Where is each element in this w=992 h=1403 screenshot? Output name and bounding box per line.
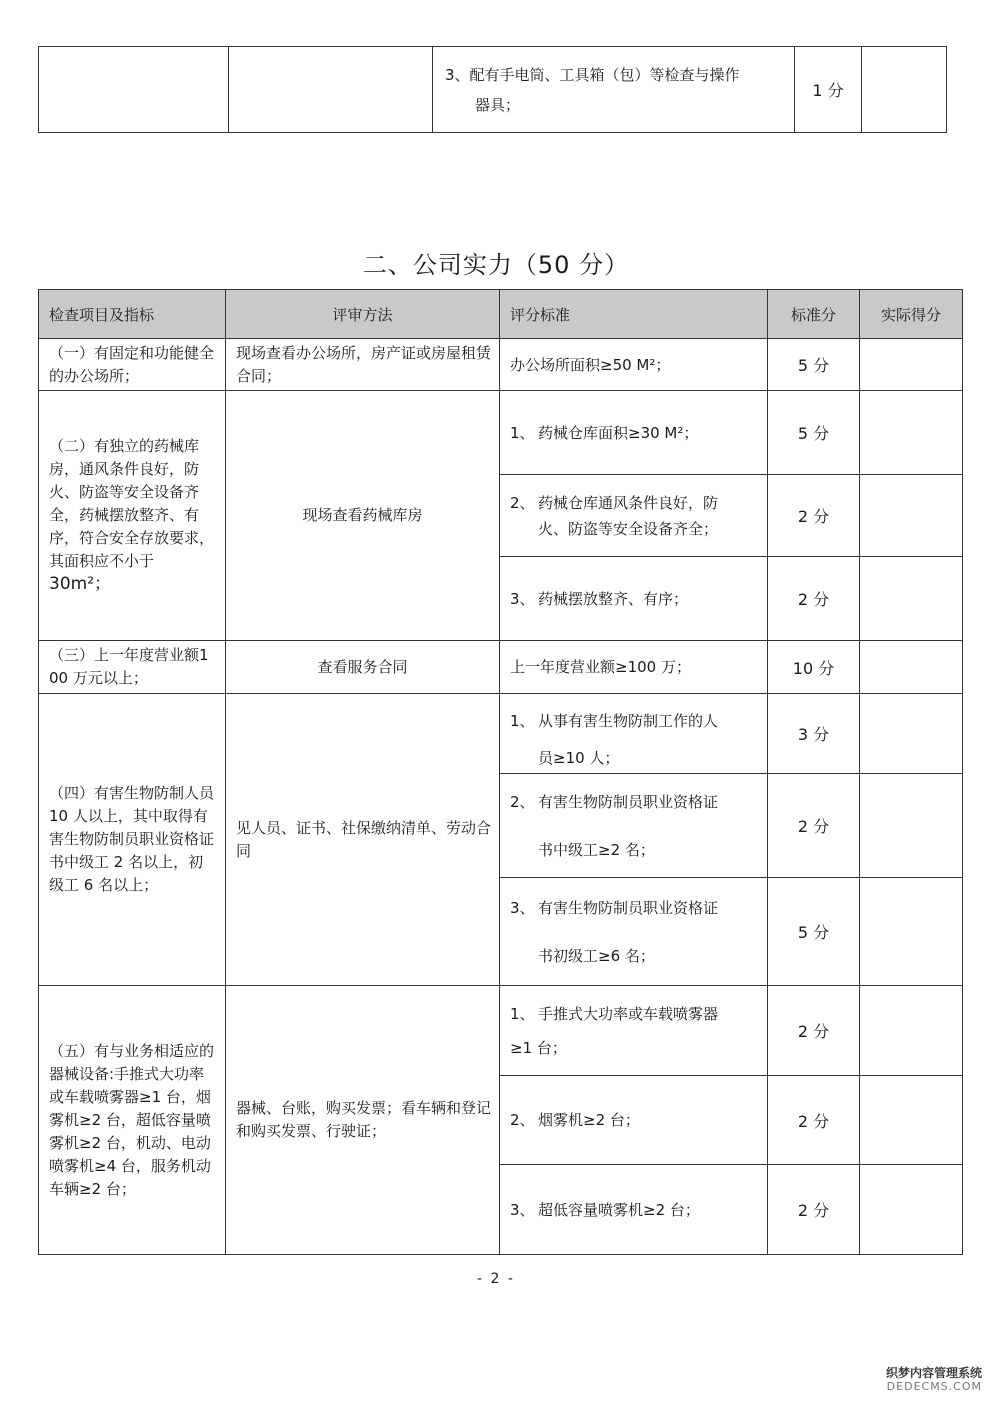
check-item: （四）有害生物防制人员 10 人以上，其中取得有害生物防制员职业资格证书中级工 2 名以上，初级工 6 名以上； — [39, 694, 226, 986]
actual-score — [860, 475, 963, 557]
criteria-number: 2、 — [510, 493, 535, 512]
criteria-number: 1、 — [510, 423, 535, 442]
review-method: 器械、台账，购买发票；看车辆和登记和购买发票、行驶证； — [226, 986, 500, 1255]
criteria-cell — [500, 1165, 768, 1255]
check-item: （三）上一年度营业额100 万元以上； — [39, 641, 226, 694]
standard-score: 5 分 — [768, 391, 860, 475]
standard-score: 3 分 — [768, 694, 860, 774]
standard-score: 2 分 — [768, 1165, 860, 1255]
criteria-number: 3、 — [510, 898, 535, 917]
header-item: 检查项目及指标 — [39, 290, 226, 339]
criteria-text: 烟雾机≥2 台； — [538, 1111, 640, 1129]
table-row — [39, 339, 963, 391]
table-row — [39, 391, 963, 475]
table-row — [39, 641, 963, 694]
scoring-table — [38, 289, 963, 1255]
table-row — [39, 986, 963, 1076]
review-method: 现场查看药械库房 — [226, 391, 500, 641]
criteria-line: 器具； — [475, 95, 521, 114]
watermark — [886, 1366, 982, 1394]
actual-score — [860, 1165, 963, 1255]
criteria-cell — [500, 557, 768, 641]
table-row — [39, 47, 947, 133]
criteria-text-cont: ≥1 台； — [510, 1038, 567, 1057]
standard-score: 10 分 — [768, 641, 860, 694]
criteria-line: 3、配有手电筒、工具箱（包）等检查与操作 — [445, 65, 740, 84]
header-standard-score: 标准分 — [768, 290, 860, 339]
criteria-text: 药械仓库通风条件良好，防 — [538, 493, 719, 512]
criteria-number: 2、 — [510, 792, 535, 811]
check-item: （五）有与业务相适应的器械设备:手推式大功率或车载喷雾器≥1 台，烟雾机≥2 台，超低容量喷雾机≥2 台，机动、电动喷雾机≥4 台，服务机动车辆≥2 台； — [39, 986, 226, 1255]
criteria-text-cont: 火、防盗等安全设备齐全； — [538, 519, 719, 538]
actual-score — [860, 1076, 963, 1165]
actual-score — [860, 339, 963, 391]
actual-score — [860, 694, 963, 774]
section-title: 二、公司实力（50 分） — [362, 251, 630, 279]
criteria-cell — [500, 475, 768, 557]
standard-score: 2 分 — [768, 1076, 860, 1165]
header-criteria: 评分标准 — [500, 290, 768, 339]
standard-score: 2 分 — [768, 774, 860, 878]
actual-score — [860, 986, 963, 1076]
table-row — [39, 694, 963, 774]
criteria-cell — [500, 694, 768, 774]
standard-score: 1 分 — [795, 47, 862, 133]
criteria-text-cont: 书初级工≥6 名； — [538, 946, 655, 965]
check-item: （一）有固定和功能健全的办公场所； — [39, 339, 226, 391]
criteria-cell: 上一年度营业额≥100 万； — [500, 641, 768, 694]
criteria-cell — [500, 1076, 768, 1165]
standard-score: 5 分 — [768, 878, 860, 986]
continuation-table — [38, 46, 947, 133]
actual-score — [862, 47, 947, 133]
standard-score: 2 分 — [768, 557, 860, 641]
actual-score — [860, 391, 963, 475]
actual-score — [860, 774, 963, 878]
criteria-cell: 办公场所面积≥50 M²； — [500, 339, 768, 391]
header-actual-score: 实际得分 — [860, 290, 963, 339]
criteria-cell — [500, 878, 768, 986]
criteria-text: 从事有害生物防制工作的人 — [538, 711, 719, 730]
criteria-text: 手推式大功率或车载喷雾器 — [538, 1004, 719, 1023]
criteria-text: 有害生物防制员职业资格证 — [538, 792, 719, 811]
criteria-text-cont: 书中级工≥2 名； — [538, 840, 655, 859]
watermark-line: 织梦内容管理系统 — [885, 1366, 982, 1380]
criteria-number: 2、 — [510, 1111, 535, 1129]
check-item-text: （二）有独立的药械库房，通风条件良好，防火、防盗等安全设备齐全，药械摆放整齐、有序，符合安全存放要求，其面积应不小于 — [49, 437, 215, 570]
standard-score: 5 分 — [768, 339, 860, 391]
criteria-text: 药械摆放整齐、有序； — [538, 589, 689, 608]
criteria-text: 药械仓库面积≥30 M²； — [538, 423, 699, 442]
criteria-number: 3、 — [510, 1200, 535, 1219]
empty-cell — [39, 47, 229, 133]
criteria-cell — [500, 774, 768, 878]
criteria-number: 1、 — [510, 1004, 535, 1023]
criteria-cell — [500, 391, 768, 475]
standard-score: 2 分 — [768, 475, 860, 557]
criteria-number: 3、 — [510, 589, 535, 608]
criteria-number: 1、 — [510, 711, 535, 730]
check-item-tail: 30m²； — [49, 574, 112, 594]
header-row — [39, 290, 963, 339]
review-method: 见人员、证书、社保缴纳清单、劳动合同 — [226, 694, 500, 986]
page-number: - 2 - — [477, 1271, 515, 1287]
watermark-line: DEDECMS.COM — [886, 1380, 982, 1393]
criteria-text: 超低容量喷雾机≥2 台； — [538, 1200, 700, 1219]
empty-cell — [229, 47, 433, 133]
check-item — [39, 391, 226, 641]
actual-score — [860, 557, 963, 641]
standard-score: 2 分 — [768, 986, 860, 1076]
header-method: 评审方法 — [226, 290, 500, 339]
criteria-cell — [433, 47, 795, 133]
criteria-text: 有害生物防制员职业资格证 — [538, 898, 719, 917]
criteria-cell — [500, 986, 768, 1076]
actual-score — [860, 641, 963, 694]
review-method: 现场查看办公场所，房产证或房屋租赁合同； — [226, 339, 500, 391]
criteria-text-cont: 员≥10 人； — [538, 748, 620, 767]
review-method: 查看服务合同 — [226, 641, 500, 694]
actual-score — [860, 878, 963, 986]
